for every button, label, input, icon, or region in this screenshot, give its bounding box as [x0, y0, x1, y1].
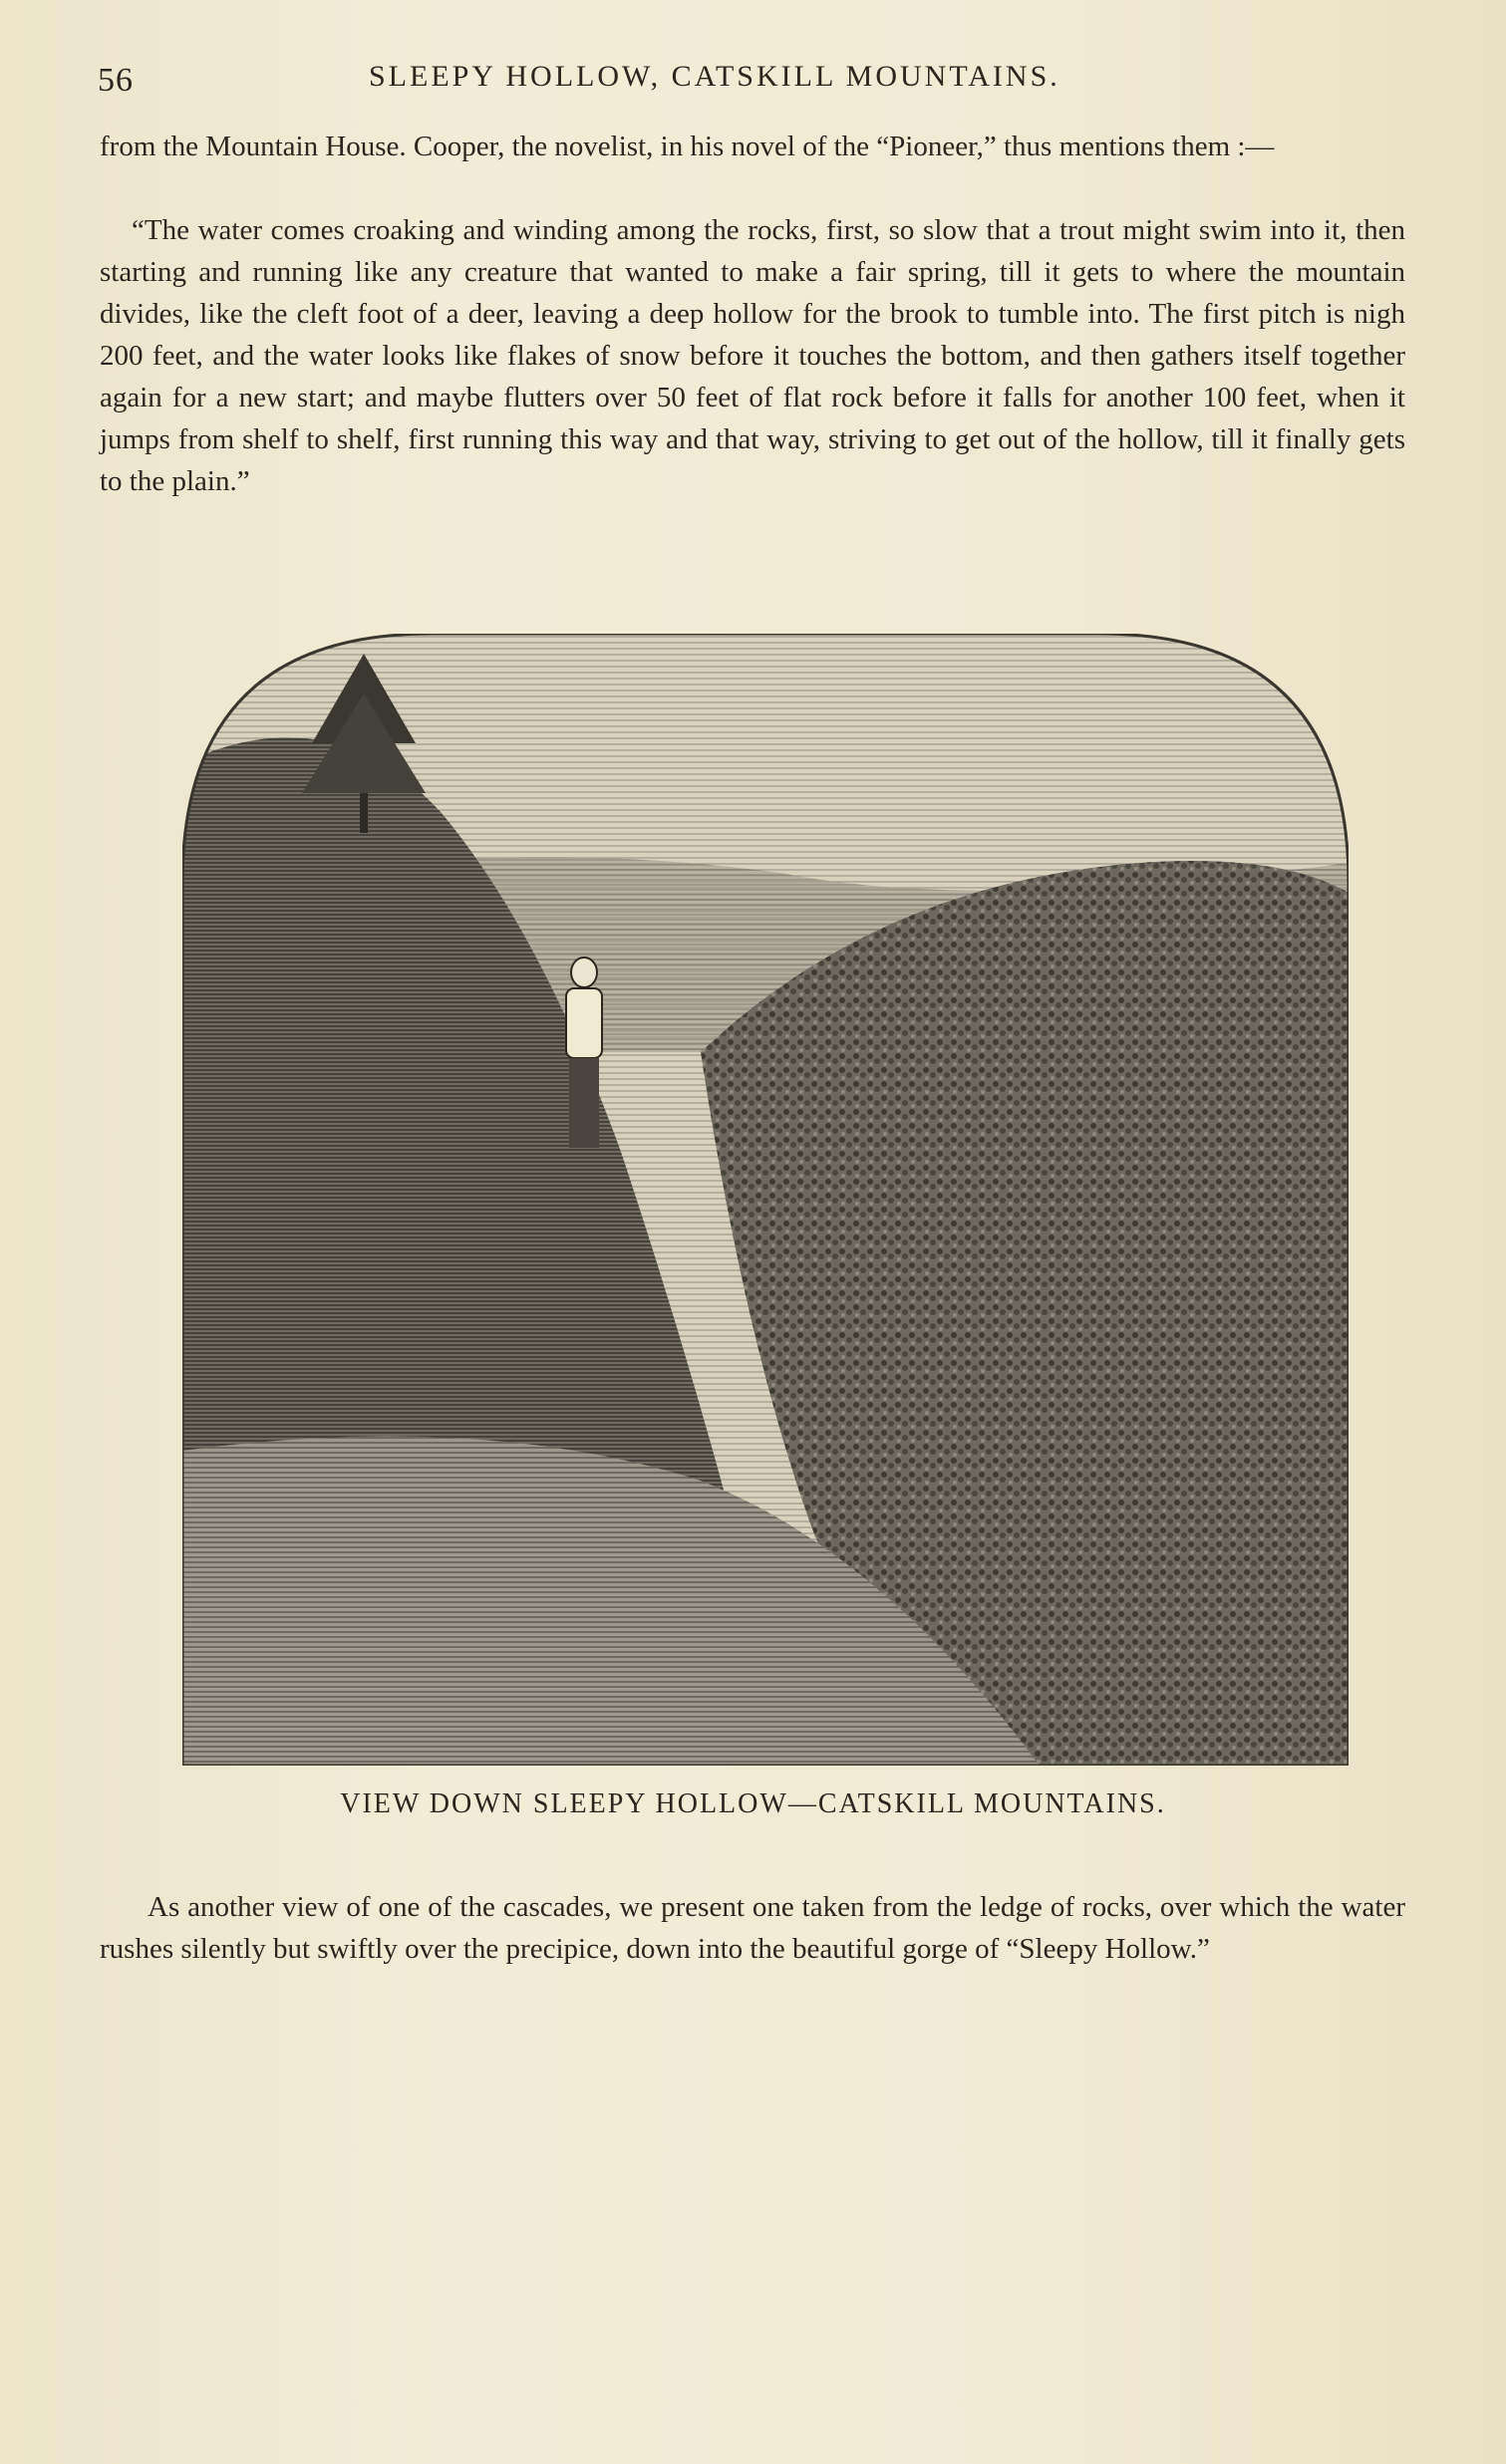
- paragraph-quote: “The water comes croaking and winding among the rocks, first, so slow that a trout might swim into it, then starting and running like any creature that wanted to make a fair spring, till it gets to where the mountain divides, like the cleft foot of a deer, leaving a deep hollow for the brook to tumble into. The first pitch is nigh 200 feet, and the water looks like flakes of snow before it touches the bottom, and then gathers itself together again for a new start; and maybe flutters over 50 feet of flat rock before it falls for another 100 feet, when it jumps from shelf to shelf, first running this way and that way, striving to get out of the hollow, till it finally gets to the plain.”: [100, 214, 1405, 497]
- page-number: 56: [98, 62, 134, 99]
- paragraph-intro: from the Mountain House. Cooper, the novelist, in his novel of the “Pioneer,” thus mentions them :—: [100, 131, 1275, 162]
- paragraph-cascades: As another view of one of the cascades, we present one taken from the ledge of rocks, over which the water rushes silently but swiftly over the precipice, down into the beautiful gorge of “Sleepy Hollow.”: [100, 1891, 1405, 1965]
- running-head: SLEEPY HOLLOW, CATSKILL MOUNTAINS.: [369, 60, 1060, 93]
- engraving-illustration: [182, 634, 1349, 1766]
- figure-caption: VIEW DOWN SLEEPY HOLLOW—CATSKILL MOUNTAINS.: [340, 1788, 1166, 1819]
